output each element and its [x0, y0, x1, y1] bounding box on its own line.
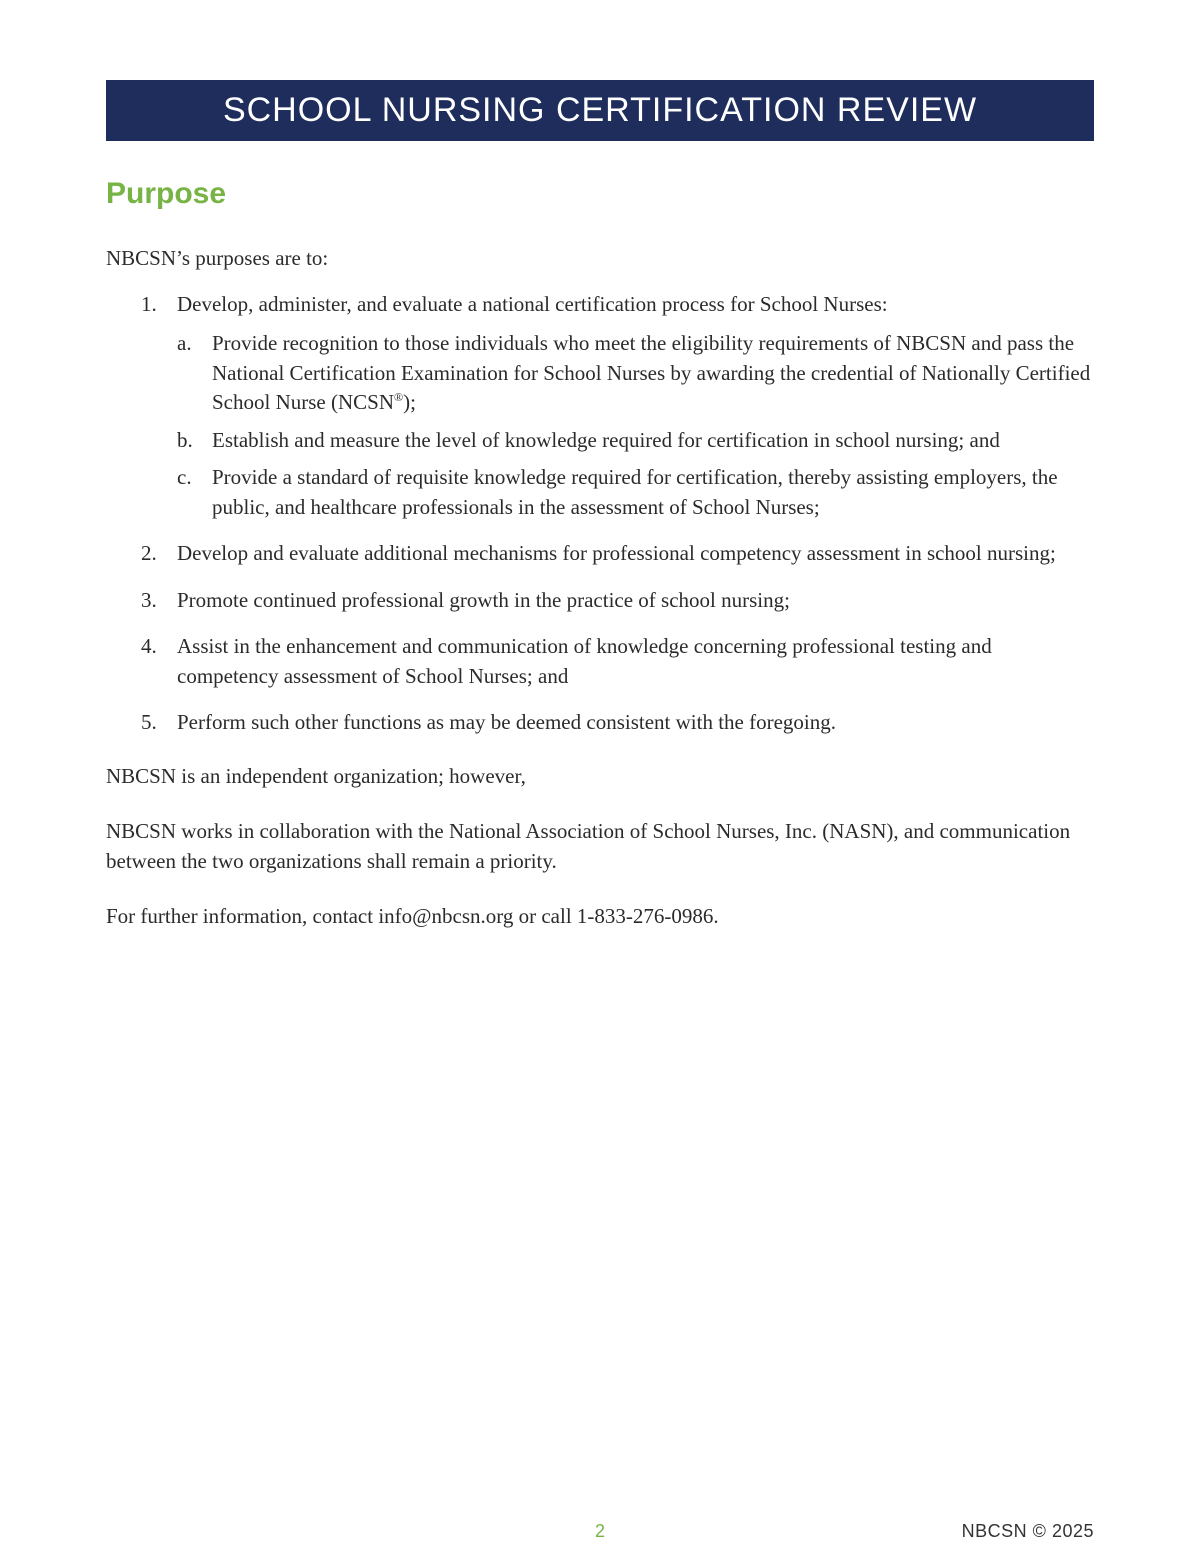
registered-mark: ®	[394, 390, 404, 404]
header-banner	[106, 80, 1094, 141]
sub-list-item-text: Establish and measure the level of knowledge required for certification in school nursing; and	[212, 427, 1000, 452]
sub-list-item	[177, 426, 1096, 456]
independence-paragraph: NBCSN is an independent organization; however,	[106, 763, 526, 788]
sub-list-item-text: Provide recognition to those individuals who meet the eligibility requirements of NBCSN and pass the National Certification Examination for School Nurses by awarding the credential of Nationally Certified School Nurse (NCSN®);	[212, 331, 1091, 414]
list-item-text: Develop, administer, and evaluate a national certification process for School Nurses:	[177, 291, 888, 316]
list-item	[106, 290, 1096, 523]
sub-list	[177, 329, 1096, 522]
document-body	[106, 244, 1096, 932]
banner-title: SCHOOL NURSING CERTIFICATION REVIEW	[222, 91, 978, 129]
section-heading: Purpose	[106, 177, 227, 210]
list-item	[106, 586, 1096, 616]
sub-list-letter: b.	[177, 427, 193, 452]
page-number: 2	[594, 1521, 605, 1541]
list-item	[106, 708, 1096, 738]
contact-paragraph: For further information, contact info@nbcsn.org or call 1-833-276-0986.	[106, 904, 719, 928]
list-number: 2.	[141, 541, 157, 565]
list-item-text: Assist in the enhancement and communication of knowledge concerning professional testing and competency assessment of School Nurses; and	[177, 634, 992, 688]
list-item-text: Develop and evaluate additional mechanisms for professional competency assessment in school nursing;	[177, 541, 1056, 565]
list-item	[106, 539, 1096, 569]
list-number: 5.	[141, 710, 157, 734]
sub-list-item-text: Provide a standard of requisite knowledge required for certification, thereby assisting employers, the public, and healthcare professionals in the assessment of School Nurses;	[212, 465, 1058, 519]
sub-list-item	[177, 329, 1096, 418]
list-number: 3.	[141, 587, 157, 612]
list-item-text: Promote continued professional growth in the practice of school nursing;	[177, 587, 790, 612]
sub-list-letter: a.	[177, 331, 192, 355]
list-item	[106, 632, 1096, 691]
purposes-list	[106, 290, 1096, 738]
footer-copyright: NBCSN © 2025	[961, 1521, 1094, 1541]
sub-list-letter: c.	[177, 465, 192, 489]
list-number: 1.	[141, 291, 157, 316]
list-number: 4.	[141, 634, 157, 658]
collaboration-paragraph: NBCSN works in collaboration with the National Association of School Nurses, Inc. (NASN), and communication between the two organizations shall remain a priority.	[106, 819, 1071, 873]
list-item-text: Perform such other functions as may be deemed consistent with the foregoing.	[177, 710, 836, 734]
sub-list-item	[177, 463, 1096, 522]
intro-text: NBCSN’s purposes are to:	[106, 246, 329, 270]
